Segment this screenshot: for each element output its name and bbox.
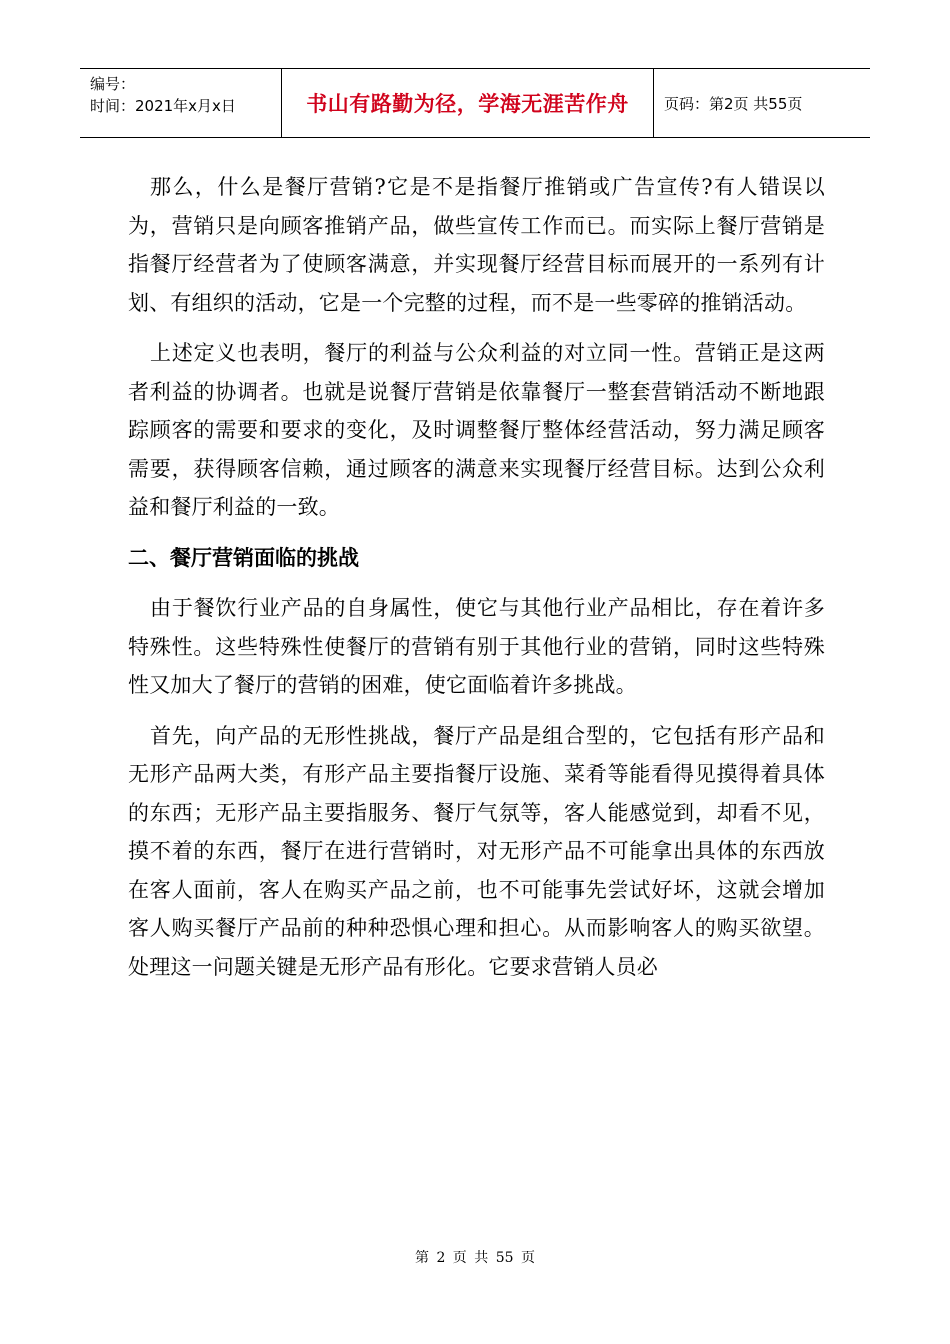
header-meta bbox=[80, 69, 282, 137]
header-motto: 书山有路勤为径，学海无涯苦作舟 bbox=[306, 92, 629, 116]
paragraph-4: 首先，向产品的无形性挑战，餐厅产品是组合型的，它包括有形产品和无形产品两大类，有形产品主要指餐厅设施、菜肴等能看得见摸得着具体的东西；无形产品主要指服务、餐厅气氛等，客人能感觉到，却看不见，摸不着的东西，餐厅在进行营销时，对无形产品不可能拿出具体的东西放在客人面前，客人在购买产品之前，也不可能事先尝试好坏，这就会增加客人购买餐厅产品前的种种恐惧心理和担心。从而影响客人的购买欲望。处理这一问题关键是无形产品有形化。它要求营销人员必 bbox=[128, 723, 825, 979]
section-heading: 二、餐厅营销面临的挑战 bbox=[128, 545, 359, 570]
document-time-label: 时间：2021年x月x日 bbox=[90, 97, 236, 115]
paragraph-2: 上述定义也表明，餐厅的利益与公众利益的对立同一性。营销正是这两者利益的协调者。也就是说餐厅营销是依靠餐厅一整套营销活动不断地跟踪顾客的需要和要求的变化，及时调整餐厅整体经营活动，努力满足顾客需要，获得顾客信赖，通过顾客的满意来实现餐厅经营目标。达到公众利益和餐厅利益的一致。 bbox=[128, 341, 825, 519]
page-footer: 第 2 页 共 55 页 bbox=[415, 1250, 535, 1266]
document-number-label: 编号： bbox=[90, 75, 136, 93]
paragraph-3: 由于餐饮行业产品的自身属性，使它与其他行业产品相比，存在着许多特殊性。这些特殊性使餐厅的营销有别于其他行业的营销，同时这些特殊性又加大了餐厅的营销的困难，使它面临着许多挑战。 bbox=[128, 596, 825, 697]
header-motto-cell bbox=[282, 69, 654, 137]
header-page-code: 页码：第2页 共55页 bbox=[664, 94, 803, 113]
paragraph-1: 那么，什么是餐厅营销?它是不是指餐厅推销或广告宣传?有人错误以为，营销只是向顾客推销产品，做些宣传工作而已。而实际上餐厅营销是指餐厅经营者为了使顾客满意，并实现餐厅经营目标而展开的一系列有计划、有组织的活动，它是一个完整的过程，而不是一些零碎的推销活动。 bbox=[128, 175, 825, 315]
document-body bbox=[128, 168, 825, 998]
page-header bbox=[80, 68, 870, 138]
